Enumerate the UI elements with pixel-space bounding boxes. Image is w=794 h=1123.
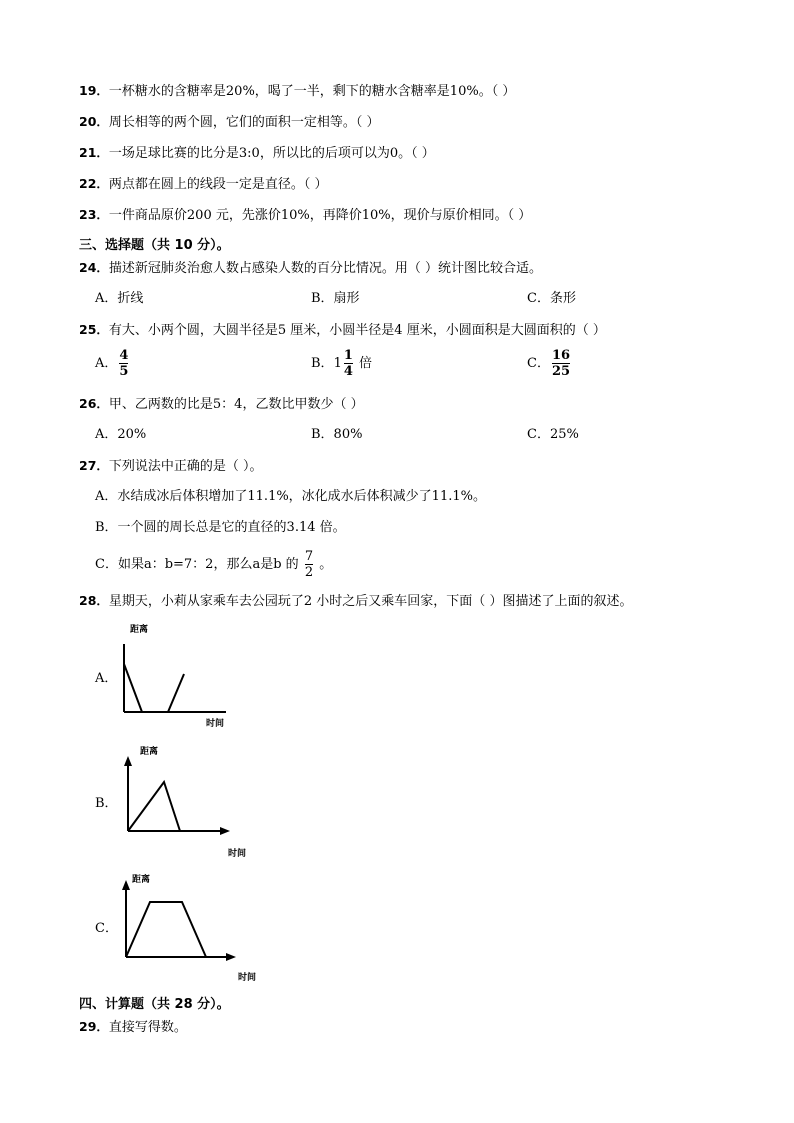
fraction [344,348,353,379]
question-number: 25． [79,322,109,337]
option-text-end: 。 [319,557,333,572]
option-c: C．25% [527,427,579,442]
question-text: 一杯糖水的含糖率是20%，喝了一半，剩下的糖水含糖率是10%。（ ） [108,84,516,99]
y-axis-arrow [124,756,132,766]
option-b: B．一个圆的周长总是它的直径的3.14 倍。 [95,520,346,535]
question-number: 23． [79,207,109,222]
denominator: 25 [551,364,571,379]
question-29 [79,1018,187,1037]
distance-line [126,902,206,957]
question-25 [79,321,606,340]
fraction [552,348,570,379]
x-axis-label: 时间 [228,849,247,859]
question-number: 21． [79,145,109,160]
question-text: 周长相等的两个圆，它们的面积一定相等。（ ） [108,115,380,130]
numerator: 4 [119,348,129,363]
question-20 [79,113,380,132]
question-text: 直接写得数。 [108,1020,187,1035]
question-number: 27． [79,458,109,473]
question-text: 甲、乙两数的比是5：4，乙数比甲数少（ ） [108,397,364,412]
question-text: 两点都在圆上的线段一定是直径。（ ） [108,177,328,192]
question-26 [79,395,364,414]
question-text: 有大、小两个圆，大圆半径是5 厘米，小圆半径是4 厘米，小圆面积是大圆面积的（ ） [108,323,606,338]
x-axis-label: 时间 [206,719,225,729]
question-28 [79,592,632,611]
question-number: 24． [79,260,109,275]
section-heading-choice: 三、选择题（共 10 分）。 [79,238,230,253]
x-axis-arrow [220,827,230,835]
option-c [95,549,332,580]
question-number: 29． [79,1019,109,1034]
x-axis-arrow [226,953,236,961]
question-text: 一场足球比赛的比分是3:0，所以比的后项可以为0。（ ） [108,146,435,161]
option-b: B．80% [311,427,363,442]
option-label: B． [311,356,334,371]
question-text: 星期天，小莉从家乘车去公园玩了2 小时之后又乘车回家，下面（ ）图描述了上面的叙述。 [108,594,633,609]
question-number: 19． [79,83,109,98]
option-text: C．如果a：b=7：2，那么a是b 的 [95,557,299,572]
denominator: 2 [304,565,314,580]
denominator: 4 [343,364,353,379]
option-label: C． [527,356,550,371]
distance-line [128,782,180,831]
option-b: B．扇形 [311,291,360,306]
question-24 [79,259,542,278]
y-axis-label: 距离 [130,625,149,635]
fraction [119,348,128,379]
option-a: A．折线 [95,291,144,306]
option-b [311,348,372,379]
option-a: A．水结成冰后体积增加了11.1%，冰化成水后体积减少了11.1%。 [95,489,486,504]
question-number: 28． [79,593,109,608]
question-23 [79,206,531,225]
option-a: A．20% [95,427,147,442]
question-number: 22． [79,176,109,191]
numerator: 7 [304,549,314,564]
option-c [527,348,572,379]
numerator: 16 [551,348,571,363]
denominator: 5 [119,364,129,379]
option-c: C．条形 [527,291,576,306]
option-suffix: 倍 [359,356,373,371]
question-number: 20． [79,114,109,129]
graph-a [110,620,260,732]
y-axis-label: 距离 [140,747,159,757]
graph-b-label: B． [95,796,118,811]
graph-c [116,868,266,986]
question-text: 下列说法中正确的是（ ）。 [108,459,263,474]
question-text: 一件商品原价200 元，先涨价10%，再降价10%，现价与原价相同。（ ） [108,208,532,223]
question-27 [79,457,263,476]
question-number: 26． [79,396,109,411]
question-21 [79,144,435,163]
numerator: 1 [343,348,353,363]
fraction [305,549,313,580]
y-axis-label: 距离 [132,875,151,885]
whole-number: 1 [333,356,342,371]
graph-a-label: A． [95,671,118,686]
section-heading-calculation: 四、计算题（共 28 分）。 [79,997,230,1012]
distance-line [124,664,184,712]
x-axis-label: 时间 [238,973,257,983]
option-a [95,348,130,379]
question-text: 描述新冠肺炎治愈人数占感染人数的百分比情况。用（ ）统计图比较合适。 [108,261,543,276]
graph-b [118,742,258,862]
option-label: A． [95,356,118,371]
question-22 [79,175,328,194]
graph-c-label: C． [95,921,118,936]
question-19 [79,82,515,101]
y-axis-arrow [122,880,130,890]
